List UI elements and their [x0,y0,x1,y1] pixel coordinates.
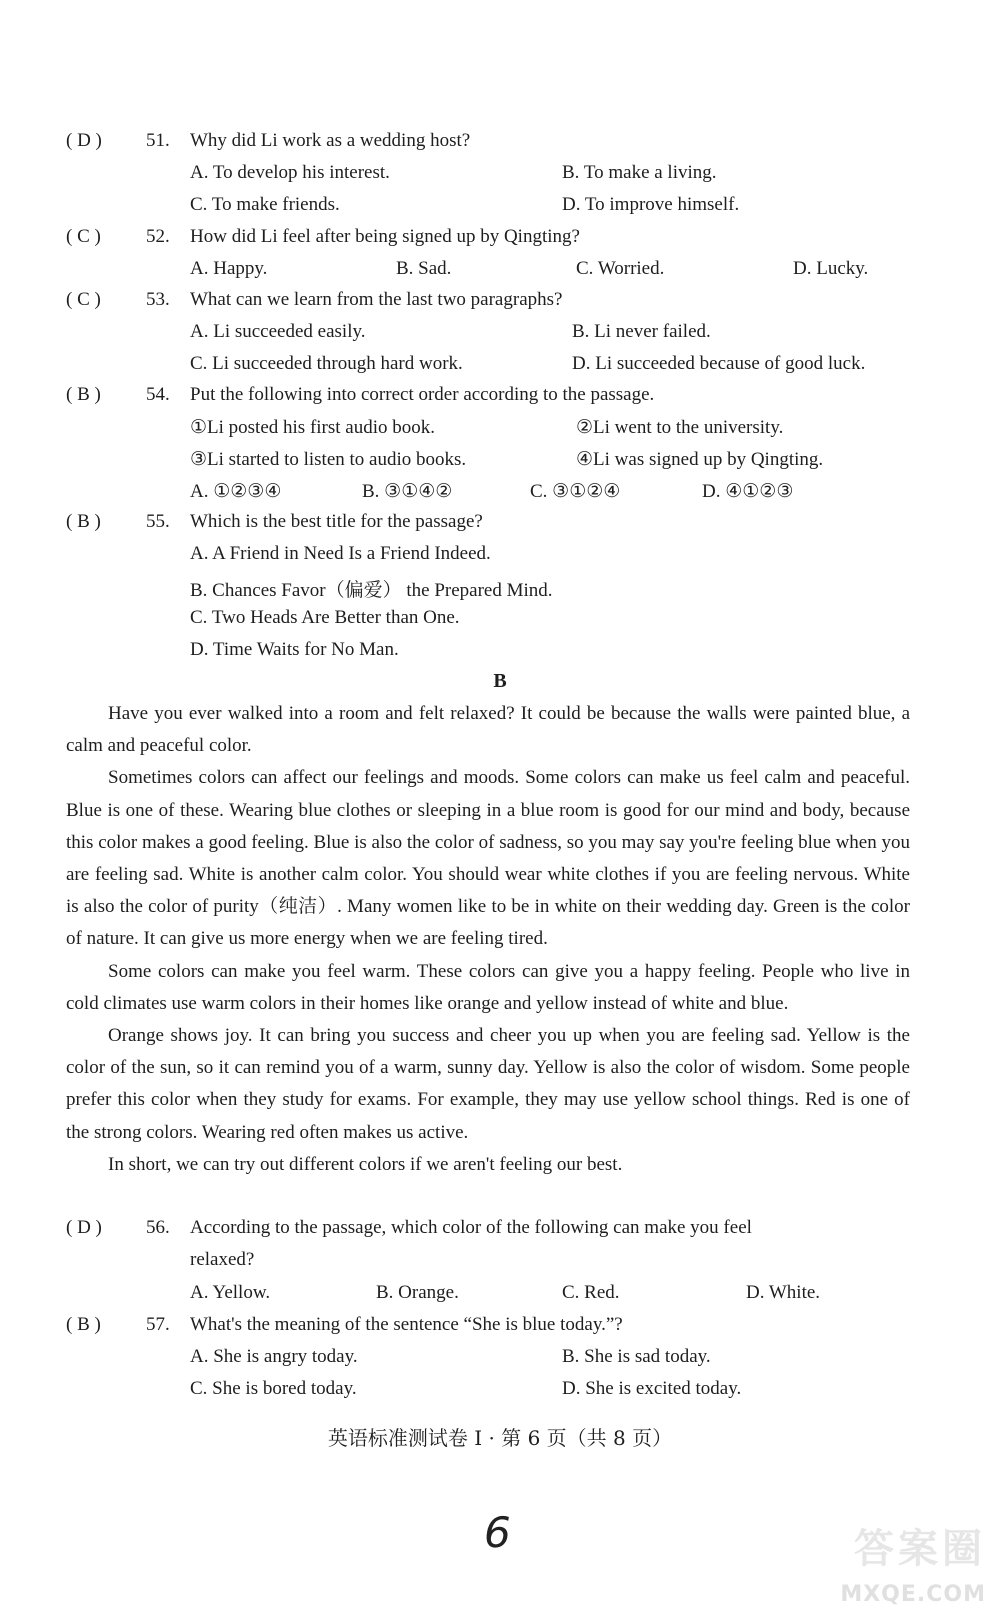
question-number: 52. [146,226,170,247]
question-56 [66,1217,926,1279]
answer-mark: ( D ) [66,130,102,151]
question-number: 53. [146,289,170,310]
option-a: A. A Friend in Need Is a Friend Indeed. [190,543,491,564]
answer-mark: ( B ) [66,1314,101,1335]
section-heading: B [493,670,507,692]
option-d: D. To improve himself. [562,194,740,215]
question-number: 57. [146,1314,170,1335]
answer-mark: ( B ) [66,384,101,405]
option-b: B. Chances Favor（偏爱） the Prepared Mind. [190,580,553,601]
option-d: D. White. [746,1282,821,1303]
watermark-logo [836,1517,986,1607]
option-c: C. Two Heads Are Better than One. [190,607,460,628]
passage [66,698,910,1181]
event-1: ①Li posted his first audio book. [190,417,436,438]
option-a: A. She is angry today. [190,1346,358,1367]
option-b: B. To make a living. [562,162,717,183]
question-stem: Why did Li work as a wedding host? [190,130,471,151]
page-footer: 英语标准测试卷 I · 第 6 页（共 8 页） [327,1426,673,1450]
question-57 [66,1314,926,1344]
option-b: B. Li never failed. [572,321,711,342]
option-c: C. ③①②④ [530,481,621,502]
option-a: A. ①②③④ [190,481,282,502]
question-stem: Put the following into correct order according to the passage. [190,384,655,405]
question-stem: According to the passage, which color of the following can make you feel [190,1217,752,1238]
question-stem: What can we learn from the last two paragraphs? [190,289,563,310]
question-stem: Which is the best title for the passage? [190,511,483,532]
question-stem: What's the meaning of the sentence “She is blue today.”? [190,1314,623,1335]
question-number: 54. [146,384,170,405]
question-55 [66,511,926,541]
question-51 [66,130,926,160]
option-b: B. ③①④② [362,481,453,502]
paragraph-1: Have you ever walked into a room and felt relaxed? It could be because the walls were painted blue, a calm and peaceful color. [66,703,910,757]
event-2: ②Li went to the university. [576,417,784,438]
question-number: 55. [146,511,170,532]
answer-mark: ( C ) [66,226,101,247]
question-number: 51. [146,130,170,151]
option-d: D. Time Waits for No Man. [190,639,399,660]
option-b: B. Orange. [376,1282,459,1303]
option-a: A. Happy. [190,258,268,279]
answer-mark: ( D ) [66,1217,102,1238]
option-c: C. Worried. [576,258,665,279]
option-d: D. She is excited today. [562,1378,742,1399]
paragraph-2: Sometimes colors can affect our feelings and moods. Some colors can make us feel calm and peaceful. Blue is one of these. Wearing blue clothes or sleeping in a blue room is good for our mind and body, because this color makes a good feeling. Blue is also the color of sadness, so you may say you're feeling blue when you are feeling sad. White is another calm color. You should wear white clothes if you are feeling nervous. White is also the color of purity（纯洁）. Many women like to be in white on their wedding day. Green is the color of nature. It can give us more energy when we are feeling tired. [66,767,910,950]
question-stem-continued: relaxed? [190,1249,255,1270]
option-b: B. She is sad today. [562,1346,711,1367]
question-stem: How did Li feel after being signed up by Qingting? [190,226,580,247]
event-4: ④Li was signed up by Qingting. [576,449,824,470]
watermark-text-top: 答案圈 [854,1526,986,1572]
option-b: B. Sad. [396,258,452,279]
option-a: A. Yellow. [190,1282,271,1303]
option-c: C. To make friends. [190,194,340,215]
option-c: C. She is bored today. [190,1378,357,1399]
watermark-text-bottom: MXQE.COM [840,1582,986,1607]
option-a: A. To develop his interest. [190,162,390,183]
answer-mark: ( C ) [66,289,101,310]
question-number: 56. [146,1217,170,1238]
question-53 [66,289,926,319]
question-52 [66,226,926,256]
paragraph-3: Some colors can make you feel warm. These colors can give you a happy feeling. People who live in cold climates use warm colors in their homes like orange and yellow instead of white and blue. [66,960,910,1014]
question-54 [66,384,926,414]
option-d: D. ④①②③ [702,481,794,502]
option-d: D. Lucky. [793,258,869,279]
option-a: A. Li succeeded easily. [190,321,366,342]
option-c: C. Red. [562,1282,620,1303]
handwritten-page-number: 6 [479,1508,516,1557]
paragraph-4: Orange shows joy. It can bring you success and cheer you up when you are feeling sad. Yellow is the color of the sun, so it can remind you of a warm, sunny day. Yellow is also the color of wisdom. Some people prefer this color when they study for exams. For example, they may use yellow school things. Red is one of the strong colors. Wearing red often makes us active. [66,1025,910,1143]
paragraph-5: In short, we can try out different colors if we aren't feeling our best. [108,1153,623,1175]
option-c: C. Li succeeded through hard work. [190,353,463,374]
option-d: D. Li succeeded because of good luck. [572,353,866,374]
event-3: ③Li started to listen to audio books. [190,449,467,470]
answer-mark: ( B ) [66,511,101,532]
